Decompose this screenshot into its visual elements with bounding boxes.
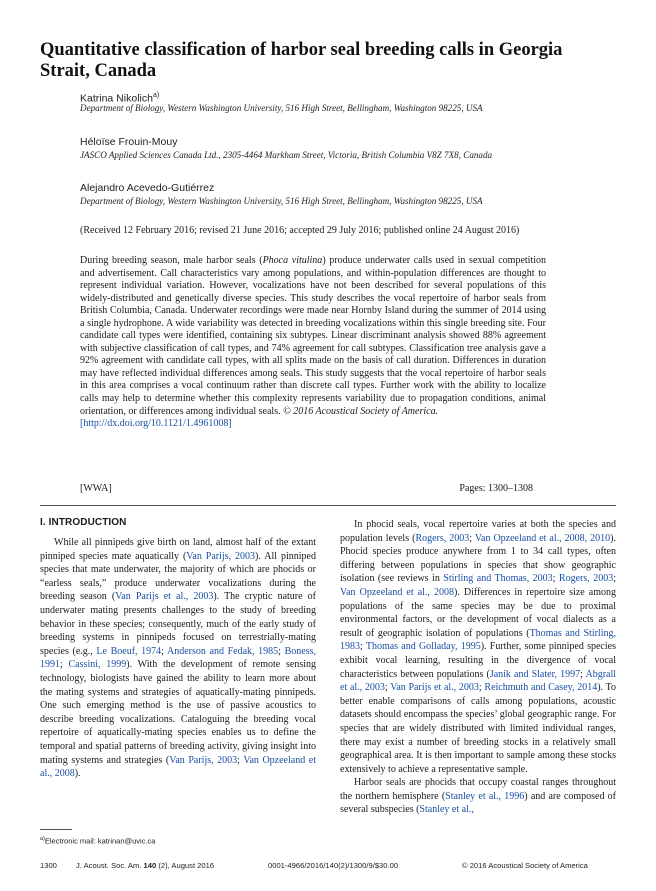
left-column bbox=[40, 536, 316, 781]
citation-link[interactable]: Stanley et al., 1996 bbox=[445, 790, 525, 802]
citation-link[interactable]: Van Parijs et al., 2003 bbox=[115, 591, 214, 603]
citation-link[interactable]: Abgrall et al., 2003 bbox=[340, 668, 617, 694]
citation-link[interactable]: Van Parijs, 2003 bbox=[186, 550, 256, 562]
section-heading: I. INTRODUCTION bbox=[40, 517, 127, 528]
citation-link[interactable]: Thomas and Stirling, 1983 bbox=[340, 627, 616, 653]
paper-title: Quantitative classification of harbor seal breeding calls in Georgia Strait, Canada bbox=[40, 40, 563, 81]
right-column bbox=[340, 518, 616, 817]
citation-link[interactable]: Van Opzeeland et al., 2008 bbox=[40, 754, 316, 780]
footer-journal: J. Acoust. Soc. Am. 140 (2), August 2016 bbox=[76, 861, 215, 870]
editor-code: [WWA] bbox=[80, 483, 112, 494]
citation-link[interactable]: Anderson and Fedak, 1985 bbox=[167, 645, 279, 657]
citation-link[interactable]: Stirling and Thomas, 2003 bbox=[443, 573, 553, 585]
citation-link[interactable]: Van Opzeeland et al., 2008, 2010 bbox=[474, 532, 611, 544]
abstract: During breeding season, male harbor seals (Phoca vitulina) produce underwater calls used in sexual competition and advertisement. Call characteristics vary among populations, and within-population differences are thought to represent individual variation. However, vocalizations have not been described for several populations of this widely-distributed and genetically diverse species. This study describes the vocal repertoire of harbor seals from British Columbia, Canada. Underwater recordings were made near Hornby Island during the summer of 2014 using a single hydrophone. A wide variability was detected in breeding vocalizations within this single breeding site. Four candidate call types were identified, containing six subtypes. Linear discriminant analysis showed 88% agreement with subjective classification of call types, and 74% agreement for call subtypes. Classification tree analysis gave a 92% agreement with candidate call types, with all splits made on the basis of call duration. Differences in duration may have reflected individual differences among seals. This study suggests that the vocal repertoire of harbor seals in this area comprises a vocal continuum rather than discrete call types. Further work with the ability to localize calls may help to determine whether this complexity represents variability due to propagation conditions, animal orientation, or differences among individual seals. © 2016 Acoustical Society of America. [http://dx.doi.org/10.1121/1.4961008] bbox=[80, 255, 546, 430]
author-3-name: Alejandro Acevedo-Gutiérrez bbox=[80, 182, 215, 194]
author-2-name: Héloïse Frouin-Mouy bbox=[80, 136, 178, 148]
citation-link[interactable]: Van Parijs et al., 2003 bbox=[390, 682, 479, 694]
doi-link[interactable]: [http://dx.doi.org/10.1121/1.4961008] bbox=[80, 418, 232, 430]
received-dates: (Received 12 February 2016; revised 21 June 2016; accepted 29 July 2016; published online 24 August 2016) bbox=[80, 225, 520, 236]
citation-link[interactable]: Thomas and Golladay, 1995 bbox=[365, 641, 481, 653]
citation-link[interactable]: Le Boeuf, 1974 bbox=[96, 645, 162, 657]
footnote-rule bbox=[40, 829, 72, 830]
citation-link[interactable]: Van Opzeeland et al., 2008 bbox=[340, 586, 454, 598]
intro-paragraph-2: In phocid seals, vocal repertoire varies at both the species and population levels (Rogers, 2003; Van Opzeeland et al., 2008, 2010). Phocid species produce anywhere from 1 to 34 call types, often differing between populations in species that show geographic isolation (see reviews in Stirling and Thomas, 2003; Rogers, 2003; Van Opzeeland et al., 2008). Differences in repertoire size among populations of the same species may be due to proximal environmental factors, or the development of vocal dialects as a result of geographic isolation of populations (Thomas and Stirling, 1983; Thomas and Golladay, 1995). Further, some pinniped species exhibit vocal learning, resulting in the divergence of vocal characteristics between populations (Janik and Slater, 1997; Abgrall et al., 2003; Van Parijs et al., 2003; Reichmuth and Casey, 2014). To better enable comparisons of calls among populations, acoustic datasets should encompass the species’ global geographic range. For species that are widely distributed with limited individual ranges, there may exist a number of breeding stocks in a relatively small geographical area. It is then important to sample among these stocks extensively to achieve a representative sample. bbox=[340, 519, 617, 775]
footnote-email: $^{a)}$Electronic mail: katrinan@uvic.ca bbox=[40, 836, 156, 846]
page-range: Pages: 1300–1308 bbox=[459, 483, 533, 494]
citation-link[interactable]: Stanley et al., bbox=[419, 804, 474, 816]
author-1-name: Katrina Nikolich$^{a)}$ bbox=[80, 92, 160, 105]
citation-link[interactable]: Cassini, 1999 bbox=[68, 659, 127, 671]
author-1-footnote-marker: a) bbox=[152, 92, 160, 99]
citation-link[interactable]: Van Parijs, 2003 bbox=[169, 754, 238, 766]
species-name: Phoca vitulina bbox=[262, 255, 323, 266]
section-divider bbox=[40, 505, 616, 506]
footer-code: 0001-4966/2016/140(2)/1300/9/$30.00 bbox=[268, 861, 399, 870]
author-2-affiliation: JASCO Applied Sciences Canada Ltd., 2305-4464 Markham Street, Victoria, British Columbia V8Z 7X8, Canada bbox=[80, 150, 493, 160]
citation-link[interactable]: Reichmuth and Casey, 2014 bbox=[484, 682, 598, 694]
abstract-copyright: © 2016 Acoustical Society of America. bbox=[283, 405, 439, 417]
intro-paragraph-1: While all pinnipeds give birth on land, almost half of the extant pinniped species mate aquatically (Van Parijs, 2003). All pinniped species that mate underwater, the majority of which are phocids or “earless seals,” produce underwater vocalizations during the breeding season (Van Parijs et al., 2003). The cryptic nature of underwater mating presents challenges to the study of breeding behavior in these species; consequently, much of the early study of breeding systems in pinnipeds focused on terrestrially-mating species (e.g., Le Boeuf, 1974; Anderson and Fedak, 1985; Boness, 1991; Cassini, 1999). With the development of remote sensing technology, biologists have gained the ability to learn more about the mating systems and strategies of aquatically-mating pinnipeds. One such emerging method is the use of passive acoustics to describe breeding vocalizations. Cataloguing the breeding vocal repertoire of aquatically-mating species enables us to define the temporal and spatial patterns of breeding activity, giving insight into mating systems and strategies (Van Parijs, 2003; Van Opzeeland et al., 2008). bbox=[40, 537, 317, 780]
author-3-affiliation: Department of Biology, Western Washington University, 516 High Street, Bellingham, Washington 98225, USA bbox=[80, 196, 483, 206]
citation-link[interactable]: Boness, 1991 bbox=[40, 645, 316, 671]
citation-link[interactable]: Janik and Slater, 1997 bbox=[489, 668, 581, 680]
citation-link[interactable]: Rogers, 2003 bbox=[415, 532, 470, 544]
author-1-affiliation: Department of Biology, Western Washington University, 516 High Street, Bellingham, Washington 98225, USA bbox=[80, 103, 483, 113]
footer-copyright: © 2016 Acoustical Society of America bbox=[462, 861, 588, 870]
intro-paragraph-3: Harbor seals are phocids that occupy coastal ranges throughout the northern hemisphere (Stanley et al., 1996) and are composed of several subspecies (Stanley et al., bbox=[340, 777, 616, 816]
citation-link[interactable]: Rogers, 2003 bbox=[558, 573, 614, 585]
footer-page-number: 1300 bbox=[40, 861, 57, 870]
